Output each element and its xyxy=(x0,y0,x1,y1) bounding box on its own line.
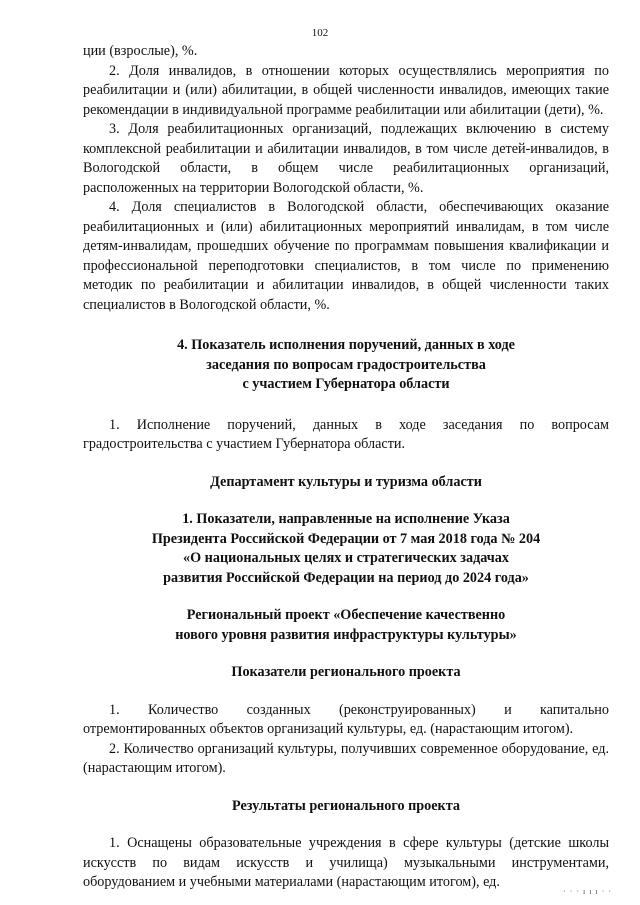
list-item: 1. Количество созданных (реконструированных) и капитально отремонтированных объектов организаций культуры, ед. (нарастающим итогом). xyxy=(83,701,609,737)
regional-project-heading xyxy=(83,606,609,645)
section-4-heading xyxy=(83,336,609,395)
list-item: 2. Доля инвалидов, в отношении которых осуществлялись мероприятия по реабилитации и (или) абилитации, в общей численности инвалидов, имеющих такие рекомендации в индивидуальной программе реабилитации или абилитации (дети), %. xyxy=(83,62,609,118)
heading-line: 4. Показатель исполнения поручений, данных в ходе xyxy=(177,337,515,353)
paragraph-intro-tail: ции (взрослые), %. xyxy=(83,43,198,59)
section-1-heading xyxy=(83,510,609,588)
heading-line: с участием Губернатора области xyxy=(242,376,450,392)
list-item: 1. Оснащены образовательные учреждения в сфере культуры (детские школы искусств по видам искусств и училища) музыкальными инструментами, оборудованием и учебными материалами (нарастающим итогом), ед. xyxy=(83,835,609,890)
heading-line: заседания по вопросам градостроительства xyxy=(206,356,486,373)
list-item: 3. Доля реабилитационных организаций, подлежащих включению в систему комплексной реабилитации и абилитации инвалидов, в том числе детей-инвалидов, в Вологодской области, в общем числе реабилитационных организаций, расположенных на территории Вологодской области, %. xyxy=(83,121,609,196)
heading-line: Президента Российской Федерации от 7 мая 2018 года № 204 xyxy=(151,530,541,547)
heading-line: развития Российской Федерации на период до 2024 года» xyxy=(163,569,529,586)
list-item: 1. Исполнение поручений, данных в ходе заседания по вопросам градостроительства с участием Губернатора области. xyxy=(83,416,609,452)
indicators-heading: Показатели регионального проекта xyxy=(231,664,461,680)
results-heading: Результаты регионального проекта xyxy=(232,797,460,814)
document-body xyxy=(83,42,609,893)
page-number: 102 xyxy=(311,27,329,39)
heading-line: нового уровня развития инфраструктуры культуры» xyxy=(175,626,517,643)
heading-line: Региональный проект «Обеспечение качественно xyxy=(186,607,506,623)
list-item: 4. Доля специалистов в Вологодской области, обеспечивающих оказание реабилитационных и (или) абилитационных мероприятий инвалидам, в том числе детям-инвалидам, прошедших обучение по программам повышения квалификации и профессиональной переподготовки специалистов, в том числе по применению методик по реабилитации и абилитации инвалидов, в общей численности таких специалистов в Вологодской области, %. xyxy=(83,199,609,313)
department-heading: Департамент культуры и туризма области xyxy=(210,473,482,490)
heading-line: «О национальных целях и стратегических задачах xyxy=(183,550,509,566)
scan-artifact: · · · ı ı ı · · xyxy=(563,887,612,896)
heading-line: 1. Показатели, направленные на исполнение Указа xyxy=(182,511,510,527)
list-item: 2. Количество организаций культуры, получивших современное оборудование, ед. (нарастающим итогом). xyxy=(83,740,609,776)
